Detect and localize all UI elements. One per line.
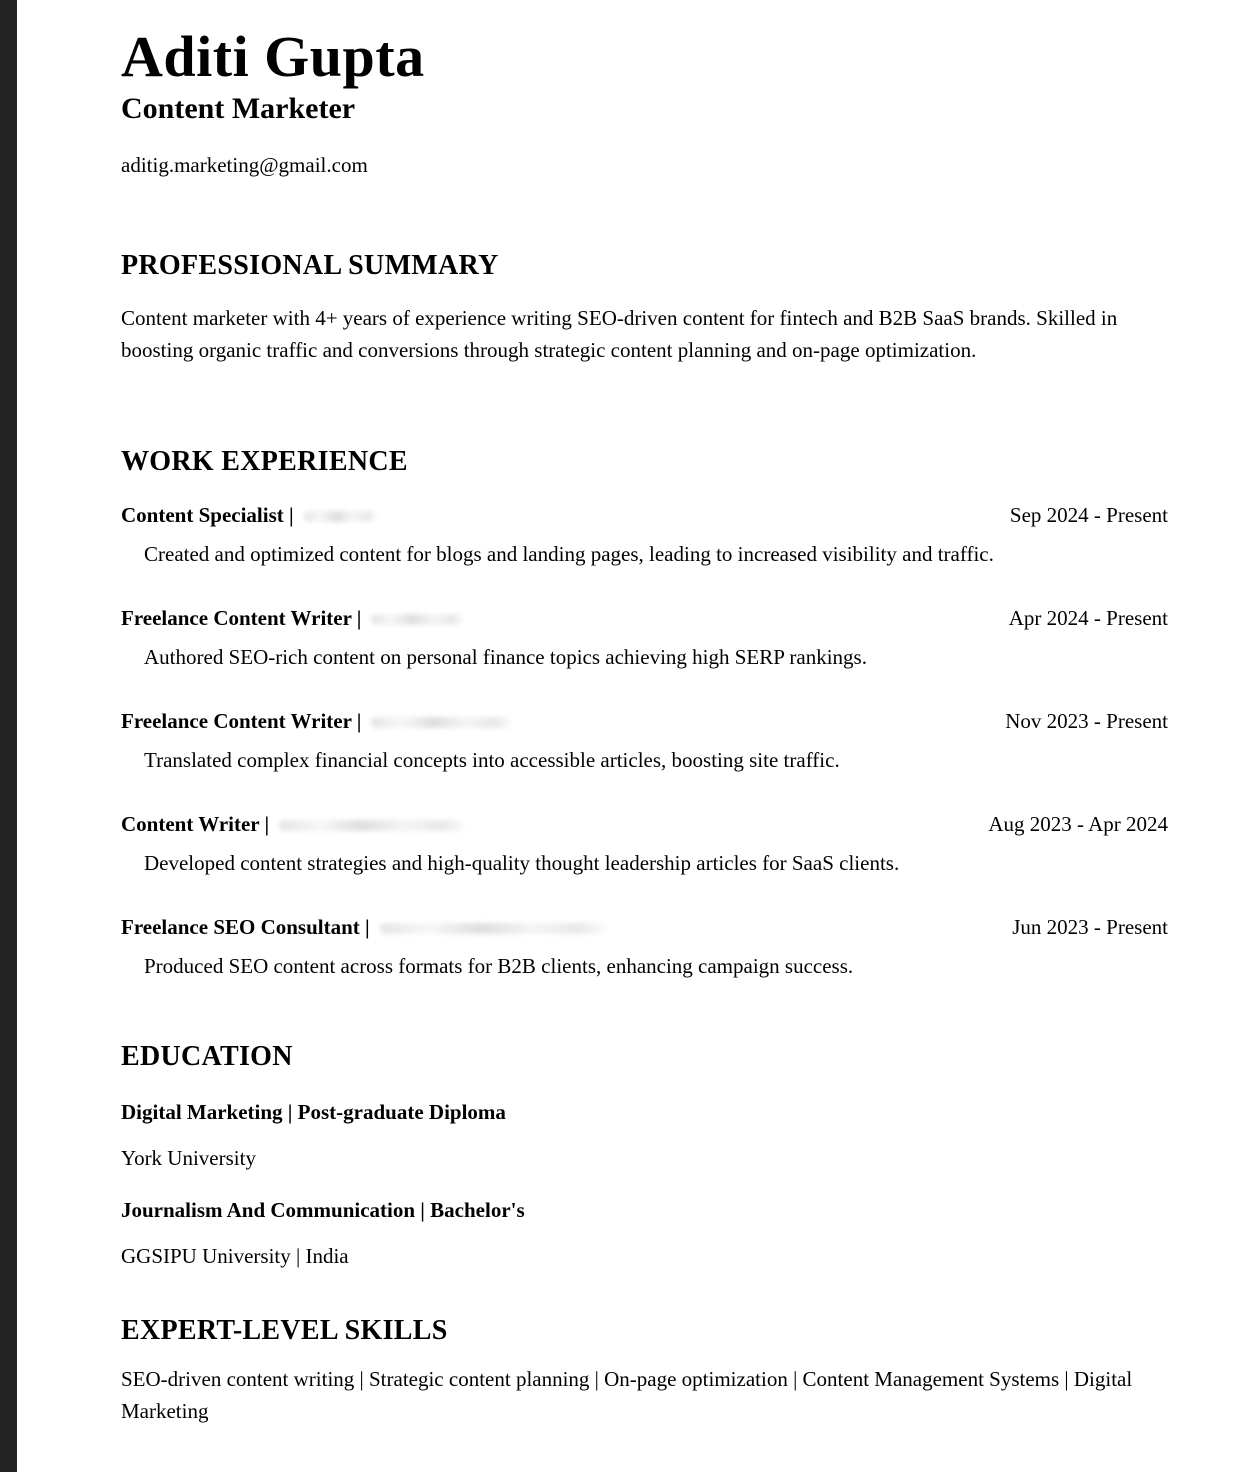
job-bullet: Authored SEO-rich content on personal finance topics achieving high SERP rankings.: [144, 644, 867, 669]
job-title-row: [121, 708, 1168, 734]
redacted-company-name: [279, 820, 464, 831]
section-heading-work-experience: WORK EXPERIENCE: [121, 445, 408, 477]
candidate-email: aditig.marketing@gmail.com: [121, 152, 368, 177]
education-school: GGSIPU University | India: [121, 1243, 349, 1268]
candidate-name: Aditi Gupta: [121, 24, 425, 89]
job-dates: Apr 2024 - Present: [1008, 605, 1168, 630]
section-heading-summary: PROFESSIONAL SUMMARY: [121, 249, 499, 281]
job-title-row: [121, 502, 1168, 528]
section-heading-skills: EXPERT-LEVEL SKILLS: [121, 1314, 448, 1346]
summary-text: Content marketer with 4+ years of experience writing SEO-driven content for fintech and B2B SaaS brands. Skilled in boosting organic traffic and conversions through strategic content planning and on-page optimization.: [121, 305, 1118, 362]
job-dates: Aug 2023 - Apr 2024: [988, 811, 1168, 836]
job-entry: [121, 605, 1168, 670]
job-title-wrap: [121, 914, 605, 940]
job-entry: [121, 708, 1168, 773]
job-title: Content Specialist |: [121, 502, 294, 527]
job-bullet: Developed content strategies and high-quality thought leadership articles for SaaS clients.: [144, 850, 900, 875]
job-title: Content Writer |: [121, 811, 270, 836]
job-bullet: Created and optimized content for blogs and landing pages, leading to increased visibility and traffic.: [144, 541, 994, 566]
education-degree: Digital Marketing | Post-graduate Diploma: [121, 1099, 506, 1124]
job-title-row: [121, 605, 1168, 631]
redacted-company-name: [371, 614, 463, 625]
education-school: York University: [121, 1145, 256, 1170]
job-dates: Sep 2024 - Present: [1009, 502, 1168, 527]
job-title-wrap: [121, 502, 376, 528]
job-title-wrap: [121, 605, 463, 631]
education-entry: [121, 1099, 1168, 1171]
job-bullet: Translated complex financial concepts into accessible articles, boosting site traffic.: [144, 747, 840, 772]
job-title-wrap: [121, 811, 464, 837]
job-list: [121, 502, 1168, 979]
education-entry: [121, 1197, 1168, 1269]
redacted-company-name: [380, 923, 605, 934]
job-title: Freelance Content Writer |: [121, 605, 362, 630]
candidate-role: Content Marketer: [121, 91, 356, 125]
education-degree: Journalism And Communication | Bachelor's: [121, 1197, 525, 1222]
redacted-company-name: [371, 717, 511, 728]
section-heading-education: EDUCATION: [121, 1040, 293, 1072]
job-entry: [121, 914, 1168, 979]
job-bullet: Produced SEO content across formats for B2B clients, enhancing campaign success.: [144, 953, 854, 978]
job-title: Freelance Content Writer |: [121, 708, 362, 733]
skills-text: SEO-driven content writing | Strategic content planning | On-page optimization | Content Management Systems | Digital Marketing: [121, 1366, 1133, 1423]
job-title-wrap: [121, 708, 511, 734]
job-dates: Jun 2023 - Present: [1012, 914, 1168, 939]
job-entry: [121, 502, 1168, 567]
education-list: [121, 1099, 1168, 1269]
job-title: Freelance SEO Consultant |: [121, 914, 370, 939]
viewer-edge-bar: [0, 0, 17, 1472]
redacted-company-name: [304, 511, 376, 522]
job-dates: Nov 2023 - Present: [1005, 708, 1168, 733]
job-title-row: [121, 914, 1168, 940]
job-title-row: [121, 811, 1168, 837]
job-entry: [121, 811, 1168, 876]
